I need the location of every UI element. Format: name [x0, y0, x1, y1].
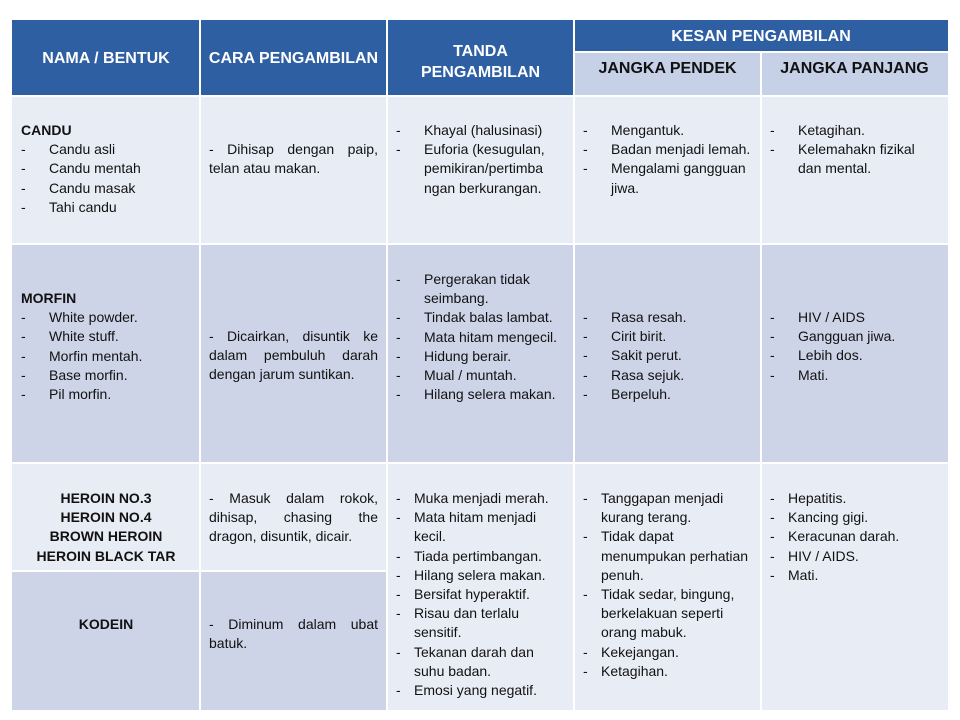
candu-short-cell: [574, 96, 761, 244]
header-jangka-panjang: JANGKA PANJANG: [761, 52, 948, 96]
list-item: - Mual / muntah.: [396, 366, 565, 385]
list-item: - Candu asli: [21, 140, 191, 159]
list-item: - Badan menjadi lemah.: [583, 140, 752, 159]
heroin-long-list: [770, 489, 939, 585]
kodein-method-cell: [200, 571, 387, 710]
header-tanda-pengambilan: [387, 20, 574, 96]
morfin-forms-list: [21, 308, 191, 404]
list-item: - Mata hitam mengecil.: [396, 328, 565, 347]
candu-method-cell: [200, 96, 387, 244]
header-nama-bentuk: NAMA / BENTUK: [12, 20, 200, 96]
candu-method: - Dihisap dengan paip, telan atau makan.: [209, 141, 378, 177]
list-item: - Candu masak: [21, 179, 191, 198]
header-kesan-pengambilan: KESAN PENGAMBILAN: [574, 20, 948, 52]
heroin-name-3: BROWN HEROIN: [49, 528, 163, 545]
list-item: - Mati.: [770, 566, 939, 585]
list-item: - Cirit birit.: [583, 327, 752, 346]
list-item: - Risau dan terlalu sensitif.: [396, 604, 565, 642]
list-item: - White powder.: [21, 308, 191, 327]
candu-long-list: [770, 121, 939, 179]
list-item: - Khayal (halusinasi): [396, 121, 565, 140]
list-item: - Mengantuk.: [583, 121, 752, 140]
list-item: - Ketagihan.: [770, 121, 939, 140]
heroin-short-cell: [574, 463, 761, 710]
heroin-signs-cell: [387, 463, 574, 710]
list-item: - Gangguan jiwa.: [770, 327, 939, 346]
list-item: - Hidung berair.: [396, 347, 565, 366]
grid-line: [574, 51, 948, 53]
list-item: - Morfin mentah.: [21, 347, 191, 366]
list-item: - HIV / AIDS.: [770, 547, 939, 566]
candu-title: CANDU: [21, 122, 72, 138]
grid-line: [573, 20, 575, 710]
list-item: - Tekanan darah dan suhu badan.: [396, 643, 565, 681]
header-cara-pengambilan: CARA PENGAMBILAN: [200, 20, 387, 96]
morfin-signs-list: [396, 270, 565, 404]
list-item: - Tindak balas lambat.: [396, 308, 565, 327]
heroin-method: - Masuk dalam rokok, dihisap, chasing the dragon, disuntik, dicair.: [209, 490, 378, 545]
list-item: - Berpeluh.: [583, 385, 752, 404]
heroin-name-2: HEROIN NO.4: [60, 509, 152, 526]
morfin-signs-cell: [387, 244, 574, 463]
morfin-short-list: [583, 308, 752, 404]
morfin-name-cell: [12, 244, 200, 463]
list-item: - Pil morfin.: [21, 385, 191, 404]
list-item: - Mengalami gangguan jiwa.: [583, 159, 752, 197]
list-item: - Ketagihan.: [583, 662, 752, 681]
list-item: - HIV / AIDS: [770, 308, 939, 327]
drug-info-table: [12, 20, 948, 710]
morfin-long-list: [770, 308, 939, 385]
kodein-title: KODEIN: [78, 616, 134, 632]
grid-line: [12, 243, 948, 245]
list-item: - Kancing gigi.: [770, 508, 939, 527]
list-item: - Tidak dapat menumpukan perhatian penuh.: [583, 527, 752, 585]
list-item: - Lebih dos.: [770, 346, 939, 365]
grid-line: [386, 20, 388, 710]
list-item: - Kekejangan.: [583, 643, 752, 662]
kodein-name-cell: [12, 571, 200, 710]
heroin-signs-list: [396, 489, 565, 700]
list-item: - Pergerakan tidak seimbang.: [396, 270, 565, 308]
list-item: - Hepatitis.: [770, 489, 939, 508]
list-item: - Rasa resah.: [583, 308, 752, 327]
list-item: - Kelemahakn fizikal dan mental.: [770, 140, 939, 178]
list-item: - Tiada pertimbangan.: [396, 547, 565, 566]
candu-name-cell: [12, 96, 200, 244]
candu-short-list: [583, 121, 752, 198]
candu-forms-list: [21, 140, 191, 217]
heroin-name-1: HEROIN NO.3: [60, 490, 152, 506]
header-tanda-text: TANDA PENGAMBILAN: [420, 43, 541, 81]
kodein-method: - Diminum dalam ubat batuk.: [209, 616, 378, 652]
grid-line: [199, 20, 201, 710]
heroin-name-4: HEROIN BLACK TAR: [36, 547, 176, 564]
heroin-long-cell: [761, 463, 948, 710]
heroin-name-cell: [12, 463, 200, 571]
grid-line: [12, 95, 948, 97]
morfin-short-cell: [574, 244, 761, 463]
heroin-method-cell: [200, 463, 387, 571]
list-item: - Mati.: [770, 366, 939, 385]
list-item: - White stuff.: [21, 327, 191, 346]
list-item: - Hilang selera makan.: [396, 566, 565, 585]
list-item: - Hilang selera makan.: [396, 385, 565, 404]
morfin-title: MORFIN: [21, 290, 77, 306]
list-item: - Tanggapan menjadi kurang terang.: [583, 489, 752, 527]
list-item: - Tidak sedar, bingung, berkelakuan seperti orang mabuk.: [583, 585, 752, 643]
list-item: - Tahi candu: [21, 198, 191, 217]
list-item: - Euforia (kesugulan, pemikiran/pertimba ngan berkurangan.: [396, 140, 565, 198]
list-item: - Candu mentah: [21, 159, 191, 178]
list-item: - Sakit perut.: [583, 346, 752, 365]
morfin-method: - Dicairkan, disuntik ke dalam pembuluh darah dengan jarum suntikan.: [209, 328, 378, 383]
list-item: - Base morfin.: [21, 366, 191, 385]
candu-signs-cell: [387, 96, 574, 244]
heroin-short-list: [583, 489, 752, 681]
morfin-method-cell: [200, 244, 387, 463]
list-item: - Keracunan darah.: [770, 527, 939, 546]
candu-signs-list: [396, 121, 565, 198]
morfin-long-cell: [761, 244, 948, 463]
grid-line: [12, 462, 948, 464]
list-item: - Bersifat hyperaktif.: [396, 585, 565, 604]
list-item: - Emosi yang negatif.: [396, 681, 565, 700]
header-jangka-pendek: JANGKA PENDEK: [574, 52, 761, 96]
list-item: - Mata hitam menjadi kecil.: [396, 508, 565, 546]
grid-line: [12, 570, 387, 572]
candu-long-cell: [761, 96, 948, 244]
list-item: - Muka menjadi merah.: [396, 489, 565, 508]
grid-line: [760, 52, 762, 710]
list-item: - Rasa sejuk.: [583, 366, 752, 385]
